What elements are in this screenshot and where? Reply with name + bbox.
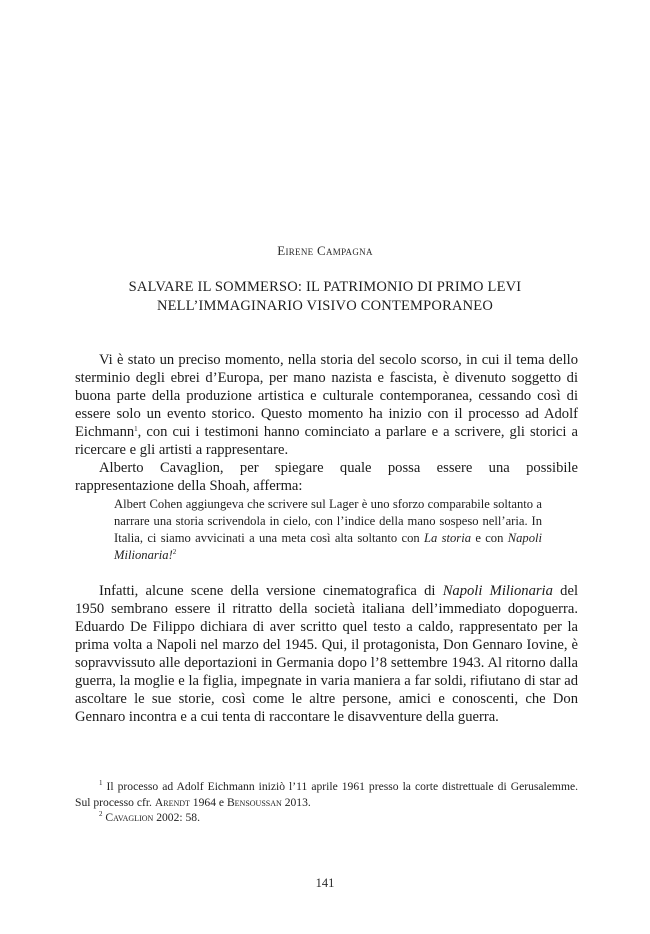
footnote-ref-2: 2 bbox=[172, 548, 177, 556]
title-line-1: SALVARE IL SOMMERSO: IL PATRIMONIO DI PRIMO LEVI bbox=[128, 279, 522, 295]
paragraph-3 bbox=[75, 582, 578, 726]
paragraph-2: Alberto Cavaglion, per spiegare quale possa essere una possibile rappresentazione della Shoah, afferma: bbox=[75, 460, 578, 494]
title-line-2: NELL’IMMAGINARIO VISIVO CONTEMPORANEO bbox=[156, 298, 494, 314]
body-paragraphs-bottom bbox=[75, 582, 578, 726]
body-paragraphs-top bbox=[75, 351, 578, 495]
block-quote bbox=[114, 496, 542, 564]
footnotes bbox=[75, 779, 578, 826]
article-title bbox=[90, 278, 560, 316]
footnote-2-text: 2002: 58. bbox=[153, 811, 200, 824]
paragraph-1-text-a: Vi è stato un preciso momento, nella storia del secolo scorso, in cui il tema dello sterminio degli ebrei d’Europa, per mano nazista e fascista, è divenuto soggetto di buona parte della produzione artistica e culturale contemporanea, cessando così di essere solo un evento storico. Questo momento ha inizio con il processo ad Adolf Eichmann bbox=[75, 352, 578, 440]
author-name: Eirene Campagna bbox=[277, 243, 373, 258]
paragraph-3-italic: Napoli Milionaria bbox=[442, 583, 553, 599]
footnote-2-cite: Cavaglion bbox=[105, 811, 154, 824]
quote-italic-1: La storia bbox=[424, 531, 472, 545]
footnote-ref-1: 1 bbox=[134, 425, 138, 433]
footnote-1-text-b: 1964 e bbox=[189, 795, 227, 809]
footnote-1-cite-2: Bensoussan bbox=[226, 795, 282, 809]
footnote-1-number: 1 bbox=[99, 779, 103, 787]
page-number: 141 bbox=[315, 876, 335, 890]
footnote-1-cite-1: Arendt bbox=[154, 795, 190, 809]
paragraph-1-text-b: , con cui i testimoni hanno cominciato a parlare e a scrivere, gli storici a ricercare e gli artisti a rappresentare. bbox=[75, 424, 578, 458]
quote-text-b: e con bbox=[471, 531, 508, 545]
footnote-1 bbox=[75, 779, 578, 810]
paragraph-3-text-a: Infatti, alcune scene della versione cinematografica di bbox=[99, 583, 443, 599]
quote-text-a: Albert Cohen aggiungeva che scrivere sul Lager è uno sforzo comparabile soltanto a narrare una storia scrivendola in cielo, con l’indice della mano sospeso nell’aria. In Italia, ci siamo avvicinati a una meta così alta soltanto con bbox=[114, 497, 542, 545]
footnote-2 bbox=[75, 810, 578, 826]
footnote-1-text-c: 2013. bbox=[281, 795, 311, 809]
quote-text bbox=[114, 496, 542, 564]
footnote-1-text-a: Il processo ad Adolf Eichmann iniziò l’11 aprile 1961 presso la corte distrettuale di Gerusalemme. Sul processo cfr. bbox=[75, 780, 579, 809]
footnote-2-number: 2 bbox=[99, 810, 103, 818]
quote-italic-2: Napoli Milionaria! bbox=[114, 531, 543, 562]
paragraph-3-text-b: del 1950 sembrano essere il ritratto della società italiana dell’immediato dopoguerra. Eduardo De Filippo dichiara di aver scritto quel testo a caldo, rappresentato per la prima volta a Napoli nel marzo del 1945. Qui, il protagonista, Don Gennaro Iovine, è sopravvissuto alle deportazioni in Germania dopo l’8 settembre 1943. Al ritorno dalla guerra, la moglie e la figlia, impegnate in varia maniera a far soldi, rifiutano di star ad ascoltare le sue storie, così come le altre persone, amici e conoscenti, che Don Gennaro incontra e a cui tenta di raccontare le disavventure della guerra. bbox=[75, 583, 578, 725]
paragraph-1 bbox=[75, 351, 578, 459]
